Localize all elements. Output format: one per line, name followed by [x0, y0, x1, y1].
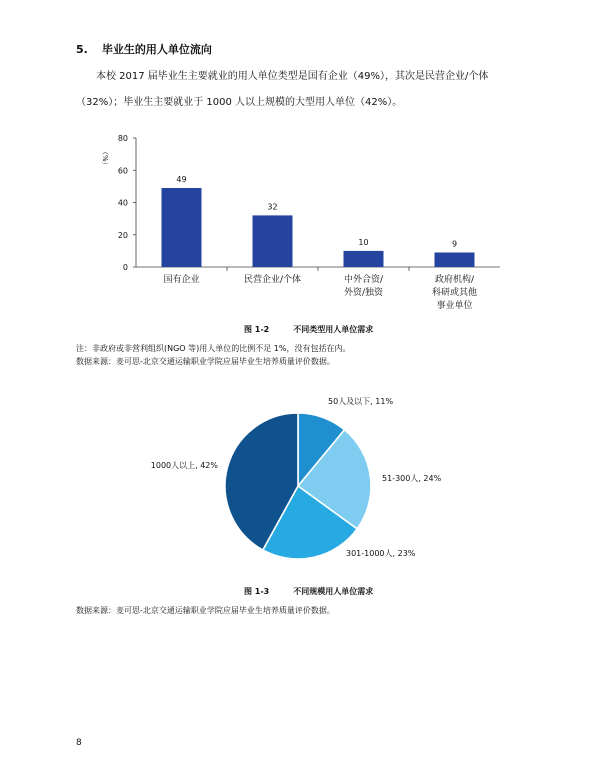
bar-data-label: 10 [358, 237, 369, 247]
employer-size-pie-chart [0, 388, 607, 578]
body-paragraph [76, 64, 536, 116]
figure1-notes [76, 342, 351, 368]
x-category-label: 科研或其他 [431, 288, 478, 298]
paragraph-line-1: 本校 2017 届毕业生主要就业的用人单位类型是国有企业（49%），其次是民营企业/个体 [96, 71, 489, 82]
figure2-notes [76, 604, 335, 617]
x-category-label: 民营企业/个体 [243, 275, 302, 285]
section-heading [76, 41, 212, 57]
x-category-label: 国有企业 [163, 275, 200, 285]
x-category-label: 政府机构/ [434, 275, 475, 285]
section-title: 毕业生的用人单位流向 [101, 43, 212, 56]
bar [344, 251, 384, 267]
y-axis-label: （%） [101, 148, 109, 169]
pie-slice-label: 50人及以下, 11% [328, 397, 394, 406]
bar [253, 215, 293, 267]
page-number: 8 [76, 738, 82, 748]
figure2-caption [244, 586, 373, 597]
figure2-source: 数据来源：麦可思-北京交通运输职业学院应届毕业生培养质量评价数据。 [76, 606, 335, 615]
bar-data-label: 49 [176, 174, 187, 184]
figure1-caption-number: 图 1-2 [244, 325, 270, 334]
employer-type-bar-chart [0, 120, 607, 325]
bar-data-label: 32 [267, 202, 278, 212]
bar [162, 188, 202, 267]
y-tick-label: 20 [117, 230, 128, 240]
pie-slice-label: 301-1000人, 23% [346, 549, 416, 558]
figure1-note: 注：非政府或非营利组织(NGO 等)用人单位的比例不足 1%，没有包括在内。 [76, 344, 351, 353]
pie-slice-label: 51-300人, 24% [382, 474, 442, 483]
figure1-caption [244, 324, 373, 335]
figure2-caption-title: 不同规模用人单位需求 [293, 587, 374, 596]
paragraph-line-2: （32%）；毕业生主要就业于 1000 人以上规模的大型用人单位（42%）。 [76, 97, 403, 108]
y-tick-label: 40 [117, 198, 128, 208]
y-tick-label: 60 [117, 166, 128, 176]
x-category-label: 中外合资/ [343, 275, 384, 285]
figure1-source: 数据来源：麦可思-北京交通运输职业学院应届毕业生培养质量评价数据。 [76, 357, 335, 366]
pie-slice-label: 1000人以上, 42% [150, 461, 218, 470]
figure1-caption-title: 不同类型用人单位需求 [293, 325, 374, 334]
x-category-label: 外资/独资 [343, 288, 384, 298]
y-tick-label: 80 [117, 134, 128, 143]
section-number: 5. [76, 43, 88, 56]
y-tick-label: 0 [122, 263, 128, 272]
bar-data-label: 9 [451, 239, 458, 249]
figure2-caption-number: 图 1-3 [244, 587, 270, 596]
x-category-label: 事业单位 [436, 301, 473, 311]
bar [435, 252, 475, 267]
